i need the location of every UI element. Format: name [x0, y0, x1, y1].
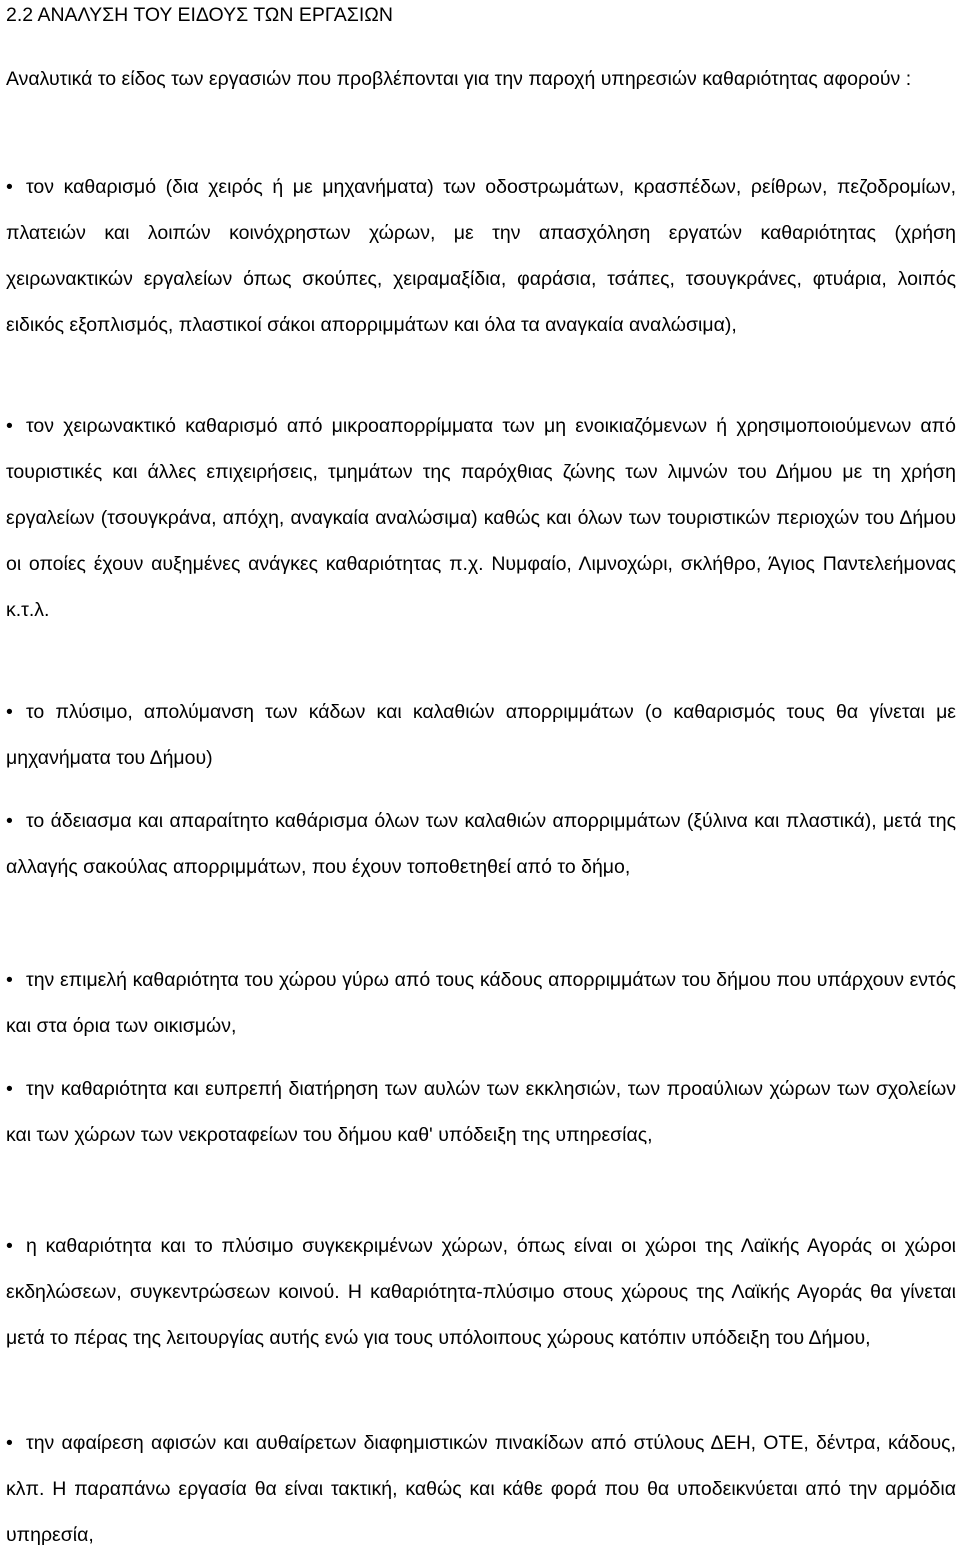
list-item — [6, 403, 956, 633]
section-heading: 2.2 ΑΝΑΛΥΣΗ ΤΟΥ ΕΙΔΟΥΣ ΤΩΝ ΕΡΓΑΣΙΩΝ — [6, 4, 393, 26]
intro-paragraph: Αναλυτικά το είδος των εργασιών που προβλέπονται για την παροχή υπηρεσιών καθαριότητας αφορούν : — [6, 68, 912, 90]
list-item — [6, 164, 956, 348]
list-item — [6, 1066, 956, 1158]
list-item-text: το άδειασμα και απαραίτητο καθάρισμα όλων των καλαθιών απορριμμάτων (ξύλινα και πλαστικά), μετά της αλλαγής σακούλας απορριμμάτων, που έχουν τοποθετηθεί από το δήμο, — [6, 810, 956, 878]
list-item-text: την καθαριότητα και ευπρεπή διατήρηση των αυλών των εκκλησιών, των προαύλιων χώρων των σχολείων και των χώρων των νεκροταφείων του δήμου καθ' υπόδειξη της υπηρεσίας, — [6, 1078, 956, 1146]
bullet-icon: • — [6, 1432, 13, 1454]
bullet-icon: • — [6, 701, 13, 723]
bullet-icon: • — [6, 176, 13, 198]
list-item-text: τον καθαρισμό (δια χειρός ή με μηχανήματα) των οδοστρωμάτων, κρασπέδων, ρείθρων, πεζοδρομίων, πλατειών και λοιπών κοινόχρηστων χώρων, με την απασχόληση εργατών καθαριότητας (χρήση χειρωνακτικών εργαλείων όπως σκούπες, χειραμαξίδια, φαράσια, τσάπες, τσουγκράνες, φτυάρια, λοιπός ειδικός εξοπλισμός, πλαστικοί σάκοι απορριμμάτων και όλα τα αναγκαία αναλώσιμα), — [6, 176, 956, 336]
list-item-text: την αφαίρεση αφισών και αυθαίρετων διαφημιστικών πινακίδων από στύλους ΔΕΗ, ΟΤΕ, δέντρα, κάδους, κλπ. Η παραπάνω εργασία θα είναι τακτική, καθώς και κάθε φορά που θα υποδεικνύεται από την αρμόδια υπηρεσία, — [6, 1432, 956, 1546]
bullet-icon: • — [6, 415, 13, 437]
bullet-icon: • — [6, 969, 13, 991]
list-item — [6, 957, 956, 1049]
list-item-text: η καθαριότητα και το πλύσιμο συγκεκριμένων χώρων, όπως είναι οι χώροι της Λαϊκής Αγοράς οι χώροι εκδηλώσεων, συγκεντρώσεων κοινού. Η καθαριότητα-πλύσιμο στους χώρους της Λαϊκής Αγοράς θα γίνεται μετά το πέρας της λειτουργίας αυτής ενώ για τους υπόλοιπους χώρους κατόπιν υπόδειξη του Δήμου, — [6, 1235, 956, 1349]
bullet-icon: • — [6, 1235, 13, 1257]
list-item-text: το πλύσιμο, απολύμανση των κάδων και καλαθιών απορριμμάτων (ο καθαρισμός τους θα γίνεται με μηχανήματα του Δήμου) — [6, 701, 956, 769]
list-item — [6, 1223, 956, 1361]
list-item-text: την επιμελή καθαριότητα του χώρου γύρω από τους κάδους απορριμμάτων του δήμου που υπάρχουν εντός και στα όρια των οικισμών, — [6, 969, 956, 1037]
list-item — [6, 689, 956, 781]
list-item — [6, 1420, 956, 1558]
bullet-icon: • — [6, 1078, 13, 1100]
bullet-icon: • — [6, 810, 13, 832]
list-item — [6, 798, 956, 890]
list-item-text: τον χειρωνακτικό καθαρισμό από μικροαπορρίμματα των μη ενοικιαζόμενων ή χρησιμοποιούμενων από τουριστικές και άλλες επιχειρήσεις, τμημάτων της παρόχθιας ζώνης των λιμνών του Δήμου με τη χρήση εργαλείων (τσουγκράνα, απόχη, αναγκαία αναλώσιμα) καθώς και όλων των τουριστικών περιοχών του Δήμου οι οποίες έχουν αυξημένες ανάγκες καθαριότητας π.χ. Νυμφαίο, Λιμνοχώρι, σκλήθρο, Άγιος Παντελεήμονας κ.τ.λ. — [6, 415, 956, 621]
